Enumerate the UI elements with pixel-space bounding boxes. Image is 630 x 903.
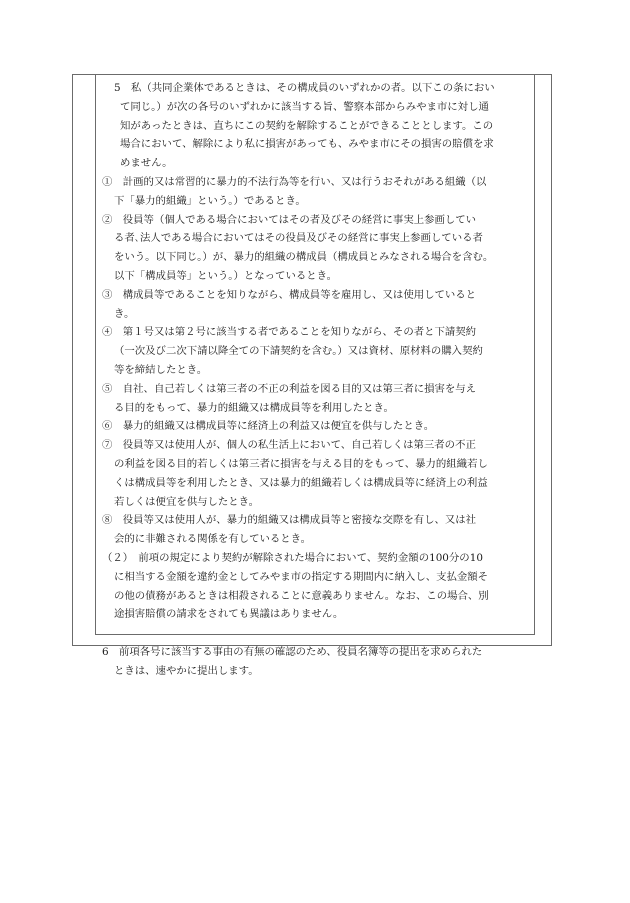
text-line: の他の債務があるときは相殺されることに意義ありません。なお、この場合、別 — [114, 589, 489, 602]
text-line: る者､法人である場合においてはその役員及びその経営に事実上参画している者 — [114, 232, 483, 245]
text-line: ときは、速やかに提出します。 — [114, 664, 259, 677]
text-line: 以下「構成員等」という。）となっているとき。 — [114, 269, 337, 282]
text-line: をいう。以下同じ。）が、暴力的組織の構成員（構成員とみなされる場合を含む。 — [114, 251, 494, 264]
text-line: 途損害賠償の請求をされても異議はありません。 — [114, 608, 344, 621]
text-line: き。 — [114, 307, 135, 320]
text-line: （２） 前項の規定により契約が解除された場合において、契約金額の100分の10 — [102, 551, 483, 564]
text-line: 5 私（共同企業体であるときは、その構成員のいずれかの者。以下この条におい — [114, 82, 495, 94]
text-line: 会的に非難される関係を有しているとき。 — [114, 533, 312, 546]
text-line: ⑦ 役員等又は使用人が、個人の私生活上において、自己若しくは第三者の不正 — [102, 439, 476, 452]
text-line: ⑥ 暴力的組織又は構成員等に経済上の利益又は便宜を供与したとき。 — [102, 420, 435, 433]
text-line: ⑤ 自社、自己若しくは第三者の不正の利益を図る目的又は第三者に損害を与え — [102, 382, 477, 395]
text-line: に相当する金額を違約金としてみやま市の指定する期間内に納入し、支払金額そ — [114, 570, 489, 583]
document-body — [102, 79, 532, 681]
text-line: 下「暴力的組織」という。）であるとき。 — [114, 194, 306, 207]
outer-table-border — [72, 74, 552, 677]
text-line: ④ 第１号又は第２号に該当する者であることを知りながら、その者と下請契約 — [102, 326, 477, 339]
text-line: 6 前項各号に該当する事由の有無の確認のため、役員名簿等の提出を求められた — [102, 645, 483, 658]
text-line: ② 役員等（個人である場合においてはその者及びその経営に事実上参画してい — [102, 213, 477, 226]
text-line: る目的をもって、暴力的組織又は構成員等を利用したとき。 — [114, 401, 394, 414]
text-line: 場合において、解除により私に損害があっても、みやま市にその損害の賠償を求 — [120, 138, 494, 151]
blank-line — [102, 624, 532, 643]
text-line: て同じ。）が次の各号のいずれかに該当する旨、警察本部からみやま市に対し通 — [120, 100, 489, 113]
text-line: めません。 — [120, 157, 173, 170]
text-line: 若しくは便宜を供与したとき。 — [114, 495, 260, 508]
text-line: ① 計画的又は常習的に暴力的不法行為等を行い、又は行うおそれがある組織（以 — [102, 175, 487, 188]
content-cell — [95, 75, 535, 677]
text-line: ⑧ 役員等又は使用人が、暴力的組織又は構成員等と密接な交際を有し、又は社 — [102, 514, 477, 527]
text-line: くは構成員等を利用したとき、又は暴力的組織若しくは構成員等に経済上の利益 — [114, 476, 488, 489]
text-line: 知があったときは、直ちにこの契約を解除することができることとします。この — [120, 119, 494, 132]
text-line: 等を締結したとき。 — [114, 363, 208, 376]
text-line: （一次及び二次下請以降全ての下請契約を含む。）又は資材、原材料の購入契約 — [114, 345, 483, 358]
text-line: ③ 構成員等であることを知りながら、構成員等を雇用し、又は使用していると — [102, 288, 477, 301]
text-line: の利益を図る目的若しくは第三者に損害を与える目的をもって、暴力的組織若し — [114, 457, 488, 470]
